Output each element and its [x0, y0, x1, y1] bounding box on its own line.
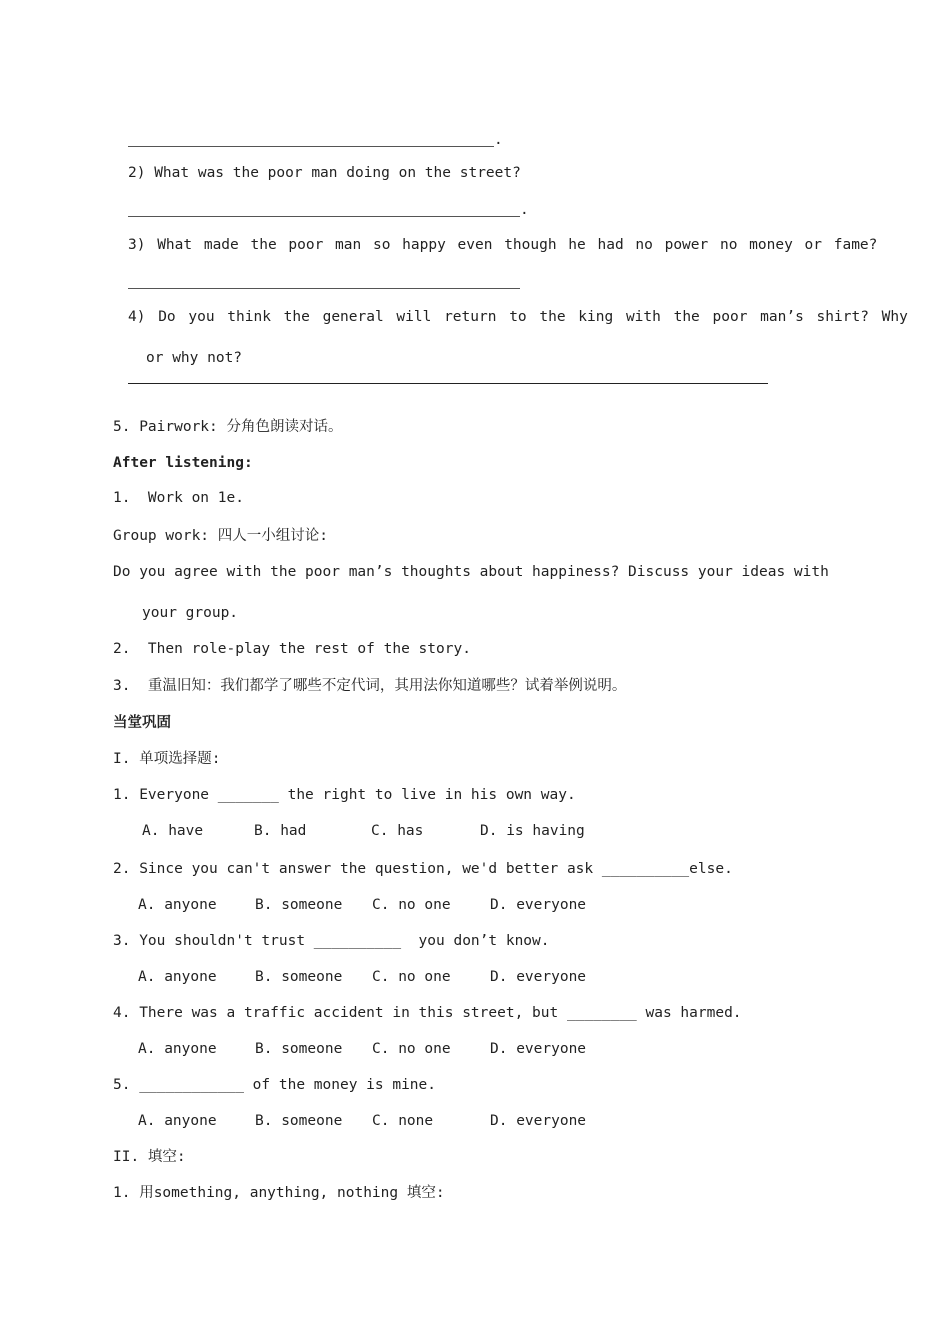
- part-2-title: II. 填空:: [113, 1149, 186, 1165]
- question-2: 2) What was the poor man doing on the street?: [128, 165, 521, 181]
- mc-2-option-c: C. no one: [372, 897, 451, 913]
- mc-5-option-d: D. everyone: [490, 1113, 587, 1129]
- answer-line-q1-end: .: [494, 132, 503, 148]
- mc-1-option-d: D. is having: [480, 823, 585, 839]
- after-item-1: 1. Work on 1e.: [113, 490, 244, 506]
- mc-5-option-a: A. anyone: [138, 1113, 217, 1129]
- mc-1-option-b: B. had: [254, 823, 307, 839]
- section-title: 当堂巩固: [113, 715, 171, 731]
- mc-4-option-b: B. someone: [255, 1041, 343, 1057]
- discuss-line-2: your group.: [142, 605, 239, 621]
- mc-question-5: 5. ____________ of the money is mine.: [113, 1077, 437, 1093]
- mc-question-2: 2. Since you can't answer the question, we'd better ask __________else.: [113, 861, 733, 877]
- mc-5-option-c: C. none: [372, 1113, 434, 1129]
- mc-4-option-a: A. anyone: [138, 1041, 217, 1057]
- mc-3-option-d: D. everyone: [490, 969, 587, 985]
- after-item-2: 2. Then role-play the rest of the story.: [113, 641, 471, 657]
- question-4-line1: 4) Do you think the general will return to the king with the poor man’s shirt? Why: [128, 309, 908, 325]
- answer-line-q4: [128, 383, 768, 384]
- part-1-title: I. 单项选择题:: [113, 751, 221, 767]
- mc-1-option-a: A. have: [142, 823, 204, 839]
- mc-2-option-d: D. everyone: [490, 897, 587, 913]
- mc-3-option-c: C. no one: [372, 969, 451, 985]
- mc-2-option-b: B. someone: [255, 897, 343, 913]
- mc-question-3: 3. You shouldn't trust __________ you don’t know.: [113, 933, 550, 949]
- after-listening-heading: After listening:: [113, 455, 253, 471]
- mc-3-option-b: B. someone: [255, 969, 343, 985]
- answer-line-q3: [128, 288, 520, 289]
- discuss-line-1: Do you agree with the poor man’s thoughts about happiness? Discuss your ideas with: [113, 564, 829, 580]
- group-work-label: Group work: 四人一小组讨论:: [113, 528, 328, 544]
- pairwork-item: 5. Pairwork: 分角色朗读对话。: [113, 419, 343, 435]
- answer-line-q1: [128, 146, 494, 147]
- mc-3-option-a: A. anyone: [138, 969, 217, 985]
- mc-4-option-d: D. everyone: [490, 1041, 587, 1057]
- mc-5-option-b: B. someone: [255, 1113, 343, 1129]
- answer-line-q2-end: .: [520, 202, 529, 218]
- fill-item-1: 1. 用something, anything, nothing 填空:: [113, 1185, 445, 1201]
- answer-line-q2: [128, 216, 520, 217]
- after-item-3: 3. 重温旧知：我们都学了哪些不定代词，其用法你知道哪些？试着举例说明。: [113, 678, 627, 694]
- mc-2-option-a: A. anyone: [138, 897, 217, 913]
- mc-1-option-c: C. has: [371, 823, 424, 839]
- mc-question-1: 1. Everyone _______ the right to live in his own way.: [113, 787, 576, 803]
- mc-4-option-c: C. no one: [372, 1041, 451, 1057]
- mc-question-4: 4. There was a traffic accident in this street, but ________ was harmed.: [113, 1005, 742, 1021]
- question-3: 3) What made the poor man so happy even though he had no power no money or fame?: [128, 237, 878, 253]
- question-4-line2: or why not?: [146, 350, 243, 366]
